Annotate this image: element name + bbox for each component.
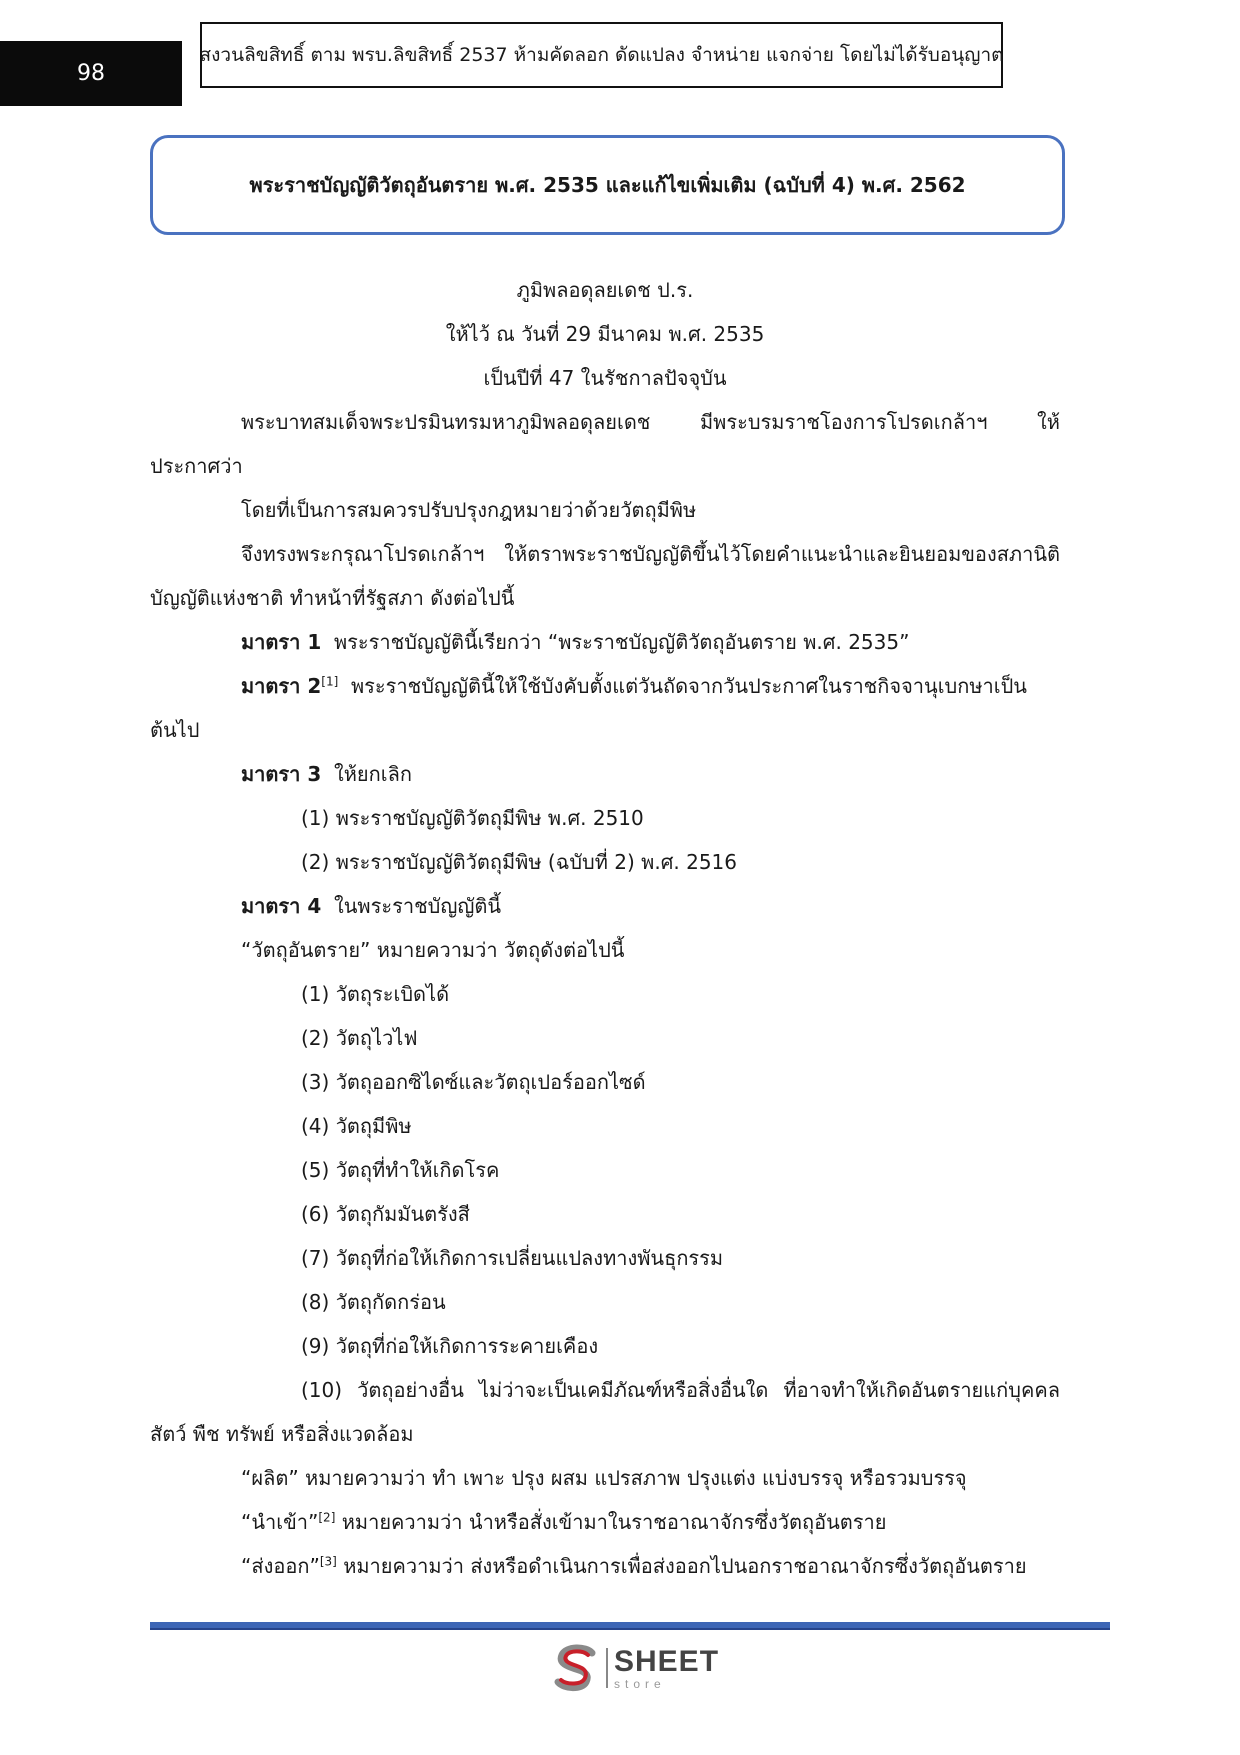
section-3-text: ให้ยกเลิก (333, 762, 412, 786)
hazard-item-10: (10) วัตถุอย่างอื่น ไม่ว่าจะเป็นเคมีภัณฑ์หรือสิ่งอื่นใด ที่อาจทำให้เกิดอันตรายแก่บุคคล (301, 1378, 1060, 1402)
import-text: หมายความว่า นำหรือสั่งเข้ามาในราชอาณาจักรซึ่งวัตถุอันตราย (341, 1510, 887, 1534)
page-number-text: 98 (77, 61, 105, 86)
definition-hazardous: “วัตถุอันตราย” หมายความว่า วัตถุดังต่อไปนี้ (241, 938, 625, 962)
copyright-text: สงวนลิขสิทธิ์ ตาม พรบ.ลิขสิทธิ์ 2537 ห้ามคัดลอก ดัดแปลง จำหน่าย แจกจ่าย โดยไม่ได้รับอนุญาต (199, 44, 1004, 66)
copyright-notice (200, 22, 1003, 88)
section-2-continued: ต้นไป (150, 718, 200, 742)
proclamation-line-2: ประกาศว่า (150, 454, 243, 478)
section-2-text: พระราชบัญญัตินี้ให้ใช้บังคับตั้งแต่วันถัดจากวันประกาศในราชกิจจานุเบกษาเป็น (350, 674, 1027, 698)
enacting-line-1: จึงทรงพระกรุณาโปรดเกล้าฯ ให้ตราพระราชบัญญัติขึ้นไว้โดยคำแนะนำและยินยอมของสภานิติ (241, 542, 1060, 566)
section-3 (150, 752, 1060, 796)
hazard-item: (4) วัตถุมีพิษ (301, 1114, 412, 1138)
document-body (150, 268, 1060, 1588)
hazard-item: (7) วัตถุที่ก่อให้เกิดการเปลี่ยนแปลงทางพันธุกรรม (301, 1246, 724, 1270)
export-term: “ส่งออก” (241, 1554, 320, 1578)
import-term: “นำเข้า” (241, 1510, 319, 1534)
document-title-box (150, 135, 1065, 235)
section-3-label: มาตรา 3 (241, 762, 322, 786)
repealed-act-item: (2) พระราชบัญญัติวัตถุมีพิษ (ฉบับที่ 2) พ.ศ. 2516 (301, 850, 737, 874)
repealed-act-item: (1) พระราชบัญญัติวัตถุมีพิษ พ.ศ. 2510 (301, 806, 644, 830)
enacting-line-2: บัญญัติแห่งชาติ ทำหน้าที่รัฐสภา ดังต่อไปนี้ (150, 586, 515, 610)
document-title: พระราชบัญญัติวัตถุอันตราย พ.ศ. 2535 และแก้ไขเพิ่มเติม (ฉบับที่ 4) พ.ศ. 2562 (249, 173, 966, 197)
logo-divider (606, 1648, 608, 1688)
hazard-item: (8) วัตถุกัดกร่อน (301, 1290, 446, 1314)
section-4-text: ในพระราชบัญญัตินี้ (333, 894, 502, 918)
reign-year: เป็นปีที่ 47 ในรัชกาลปัจจุบัน (483, 366, 727, 390)
definition-import (150, 1500, 1060, 1544)
footer-divider (150, 1622, 1110, 1630)
page-number (0, 41, 182, 106)
hazard-item: (5) วัตถุที่ทำให้เกิดโรค (301, 1158, 500, 1182)
export-text: หมายความว่า ส่งหรือดำเนินการเพื่อส่งออกไปนอกราชอาณาจักรซึ่งวัตถุอันตราย (343, 1554, 1027, 1578)
section-4-label: มาตรา 4 (241, 894, 322, 918)
section-2 (150, 664, 1060, 708)
logo-text (614, 1644, 720, 1691)
footnote-ref-1[interactable]: [1] (321, 674, 339, 689)
definition-produce: “ผลิต” หมายความว่า ทำ เพาะ ปรุง ผสม แปรสภาพ ปรุงแต่ง แบ่งบรรจุ หรือรวมบรรจุ (241, 1466, 967, 1490)
logo-word: SHEET (614, 1644, 720, 1678)
hazard-item: (2) วัตถุไวไฟ (301, 1026, 418, 1050)
section-1-text: พระราชบัญญัตินี้เรียกว่า “พระราชบัญญัติวัตถุอันตราย พ.ศ. 2535” (333, 630, 910, 654)
section-1-label: มาตรา 1 (241, 630, 322, 654)
hazard-item: (3) วัตถุออกซิไดซ์และวัตถุเปอร์ออกไซด์ (301, 1070, 646, 1094)
footnote-ref-2[interactable]: [2] (318, 1510, 336, 1525)
definition-export (150, 1544, 1060, 1588)
hazard-item: (9) วัตถุที่ก่อให้เกิดการระคายเคือง (301, 1334, 599, 1358)
royal-signature: ภูมิพลอดุลยเดช ป.ร. (516, 278, 694, 302)
section-4 (150, 884, 1060, 928)
logo-subtitle: store (614, 1676, 666, 1691)
section-2-label: มาตรา 2 (241, 674, 322, 698)
given-date: ให้ไว้ ณ วันที่ 29 มีนาคม พ.ศ. 2535 (445, 322, 765, 346)
sheet-store-logo-icon (552, 1643, 600, 1693)
whereas-clause: โดยที่เป็นการสมควรปรับปรุงกฎหมายว่าด้วยวัตถุมีพิษ (241, 498, 697, 522)
section-1 (150, 620, 1060, 664)
hazard-item: (6) วัตถุกัมมันตรังสี (301, 1202, 470, 1226)
proclamation-line-1: พระบาทสมเด็จพระปรมินทรมหาภูมิพลอดุลยเดช มีพระบรมราชโองการโปรดเกล้าฯ ให้ (241, 410, 1060, 434)
footnote-ref-3[interactable]: [3] (319, 1554, 337, 1569)
hazard-item: (1) วัตถุระเบิดได้ (301, 982, 450, 1006)
hazard-item-10-continued: สัตว์ พืช ทรัพย์ หรือสิ่งแวดล้อม (150, 1422, 414, 1446)
sheet-store-logo (552, 1642, 732, 1694)
